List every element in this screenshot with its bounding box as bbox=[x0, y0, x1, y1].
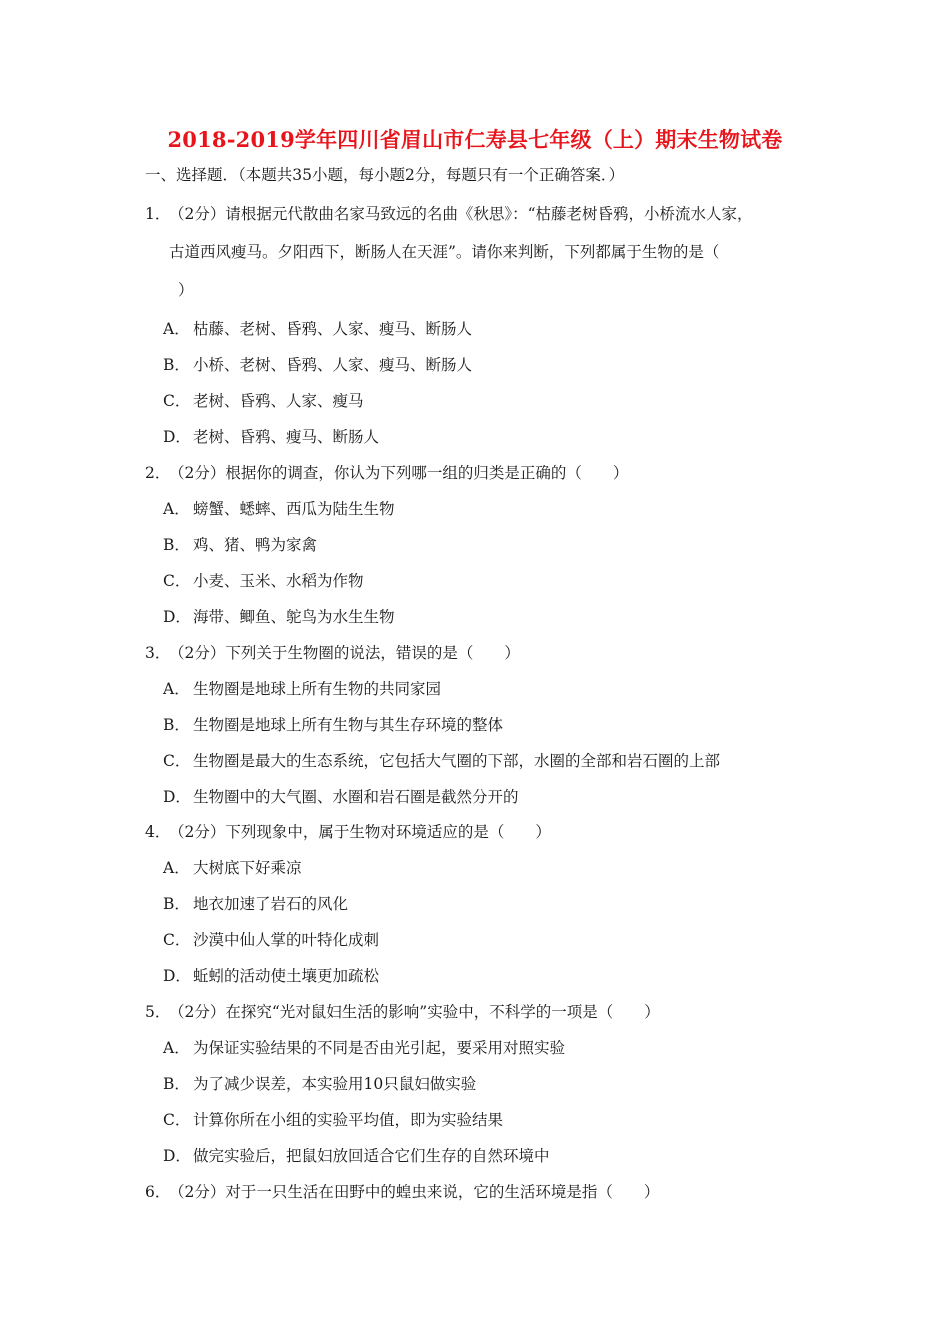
question-text: （2分）下列现象中，属于生物对环境适应的是（ ） bbox=[169, 823, 551, 841]
option-letter: D． bbox=[163, 428, 191, 446]
option-1a bbox=[163, 317, 472, 339]
option-letter: D． bbox=[163, 967, 191, 985]
option-1b bbox=[163, 353, 472, 375]
question-text: （2分）对于一只生活在田野中的蝗虫来说，它的生活环境是指（ ） bbox=[169, 1183, 660, 1201]
option-text: 老树、昏鸦、瘦马、断肠人 bbox=[193, 428, 380, 446]
question-number: 1． bbox=[145, 205, 171, 223]
option-letter: A． bbox=[163, 500, 190, 518]
option-1d bbox=[163, 425, 379, 447]
option-letter: B． bbox=[163, 536, 190, 554]
option-3c bbox=[163, 749, 720, 771]
option-text: 为了减少误差，本实验用10只鼠妇做实验 bbox=[193, 1075, 477, 1093]
question-number: 4． bbox=[145, 823, 171, 841]
document-title: 2018-2019学年四川省眉山市仁寿县七年级（上）期末生物试卷 bbox=[167, 127, 783, 152]
option-2d bbox=[163, 605, 395, 627]
option-letter: D． bbox=[163, 608, 191, 626]
option-4a bbox=[163, 856, 302, 878]
option-letter: A． bbox=[163, 1039, 190, 1057]
option-2a bbox=[163, 497, 395, 519]
option-text: 枯藤、老树、昏鸦、人家、瘦马、断肠人 bbox=[193, 320, 473, 338]
option-5c bbox=[163, 1108, 503, 1130]
option-text: 鸡、猪、鸭为家禽 bbox=[193, 536, 318, 554]
option-text: 沙漠中仙人掌的叶特化成刺 bbox=[193, 931, 380, 949]
question-number: 5． bbox=[145, 1003, 171, 1021]
option-text: 生物圈是最大的生态系统，它包括大气圈的下部，水圈的全部和岩石圈的上部 bbox=[193, 752, 721, 770]
option-2b bbox=[163, 533, 317, 555]
option-letter: C． bbox=[163, 752, 191, 770]
option-text: 海带、鲫鱼、鸵鸟为水生生物 bbox=[193, 608, 395, 626]
option-letter: A． bbox=[163, 859, 190, 877]
question-text: （2分）请根据元代散曲名家马致远的名曲《秋思》：“枯藤老树昏鸦，小桥流水人家， bbox=[169, 205, 753, 223]
option-4c bbox=[163, 928, 379, 950]
option-5d bbox=[163, 1144, 550, 1166]
question-6 bbox=[145, 1180, 659, 1202]
option-letter: C． bbox=[163, 572, 191, 590]
option-text: 生物圈是地球上所有生物的共同家园 bbox=[193, 680, 442, 698]
option-text: 螃蟹、蟋蟀、西瓜为陆生生物 bbox=[193, 500, 395, 518]
option-text: 为保证实验结果的不同是否由光引起，要采用对照实验 bbox=[193, 1039, 566, 1057]
option-letter: B． bbox=[163, 1075, 190, 1093]
option-text: 小桥、老树、昏鸦、人家、瘦马、断肠人 bbox=[193, 356, 473, 374]
option-text: 生物圈是地球上所有生物与其生存环境的整体 bbox=[193, 716, 504, 734]
option-text: 生物圈中的大气圈、水圈和岩石圈是截然分开的 bbox=[193, 788, 519, 806]
option-5a bbox=[163, 1036, 565, 1058]
option-letter: D． bbox=[163, 788, 191, 806]
question-1-paren-close: ） bbox=[178, 281, 194, 299]
section-heading: 一、选择题．（本题共35小题，每小题2分，每题只有一个正确答案．） bbox=[145, 166, 625, 184]
option-text: 老树、昏鸦、人家、瘦马 bbox=[193, 392, 364, 410]
option-text: 蚯蚓的活动使土壤更加疏松 bbox=[193, 967, 380, 985]
option-letter: D． bbox=[163, 1147, 191, 1165]
question-text: （2分）在探究“光对鼠妇生活的影响”实验中，不科学的一项是（ ） bbox=[169, 1003, 660, 1021]
option-3a bbox=[163, 677, 441, 699]
option-text: 小麦、玉米、水稻为作物 bbox=[193, 572, 364, 590]
question-number: 3． bbox=[145, 644, 171, 662]
question-4 bbox=[145, 820, 551, 842]
question-1-continuation: 古道西风瘦马。夕阳西下，断肠人在天涯”。请你来判断，下列都属于生物的是（ bbox=[169, 243, 720, 261]
option-3b bbox=[163, 713, 503, 735]
question-1 bbox=[145, 202, 753, 224]
option-3d bbox=[163, 785, 519, 807]
option-text: 做完实验后，把鼠妇放回适合它们生存的自然环境中 bbox=[193, 1147, 550, 1165]
option-letter: C． bbox=[163, 1111, 191, 1129]
question-2 bbox=[145, 461, 628, 483]
option-letter: C． bbox=[163, 931, 191, 949]
question-number: 2． bbox=[145, 464, 171, 482]
option-5b bbox=[163, 1072, 476, 1094]
option-letter: C． bbox=[163, 392, 191, 410]
option-text: 大树底下好乘凉 bbox=[193, 859, 302, 877]
option-letter: A． bbox=[163, 680, 190, 698]
option-4d bbox=[163, 964, 379, 986]
question-number: 6． bbox=[145, 1183, 171, 1201]
option-letter: B． bbox=[163, 356, 190, 374]
option-letter: A． bbox=[163, 320, 190, 338]
option-letter: B． bbox=[163, 716, 190, 734]
option-text: 地衣加速了岩石的风化 bbox=[193, 895, 349, 913]
question-text: （2分）根据你的调查，你认为下列哪一组的归类是正确的（ ） bbox=[169, 464, 629, 482]
option-2c bbox=[163, 569, 364, 591]
question-text: （2分）下列关于生物圈的说法，错误的是（ ） bbox=[169, 644, 520, 662]
option-1c bbox=[163, 389, 364, 411]
question-5 bbox=[145, 1000, 660, 1022]
option-text: 计算你所在小组的实验平均值，即为实验结果 bbox=[193, 1111, 504, 1129]
option-4b bbox=[163, 892, 348, 914]
option-letter: B． bbox=[163, 895, 190, 913]
question-3 bbox=[145, 641, 520, 663]
